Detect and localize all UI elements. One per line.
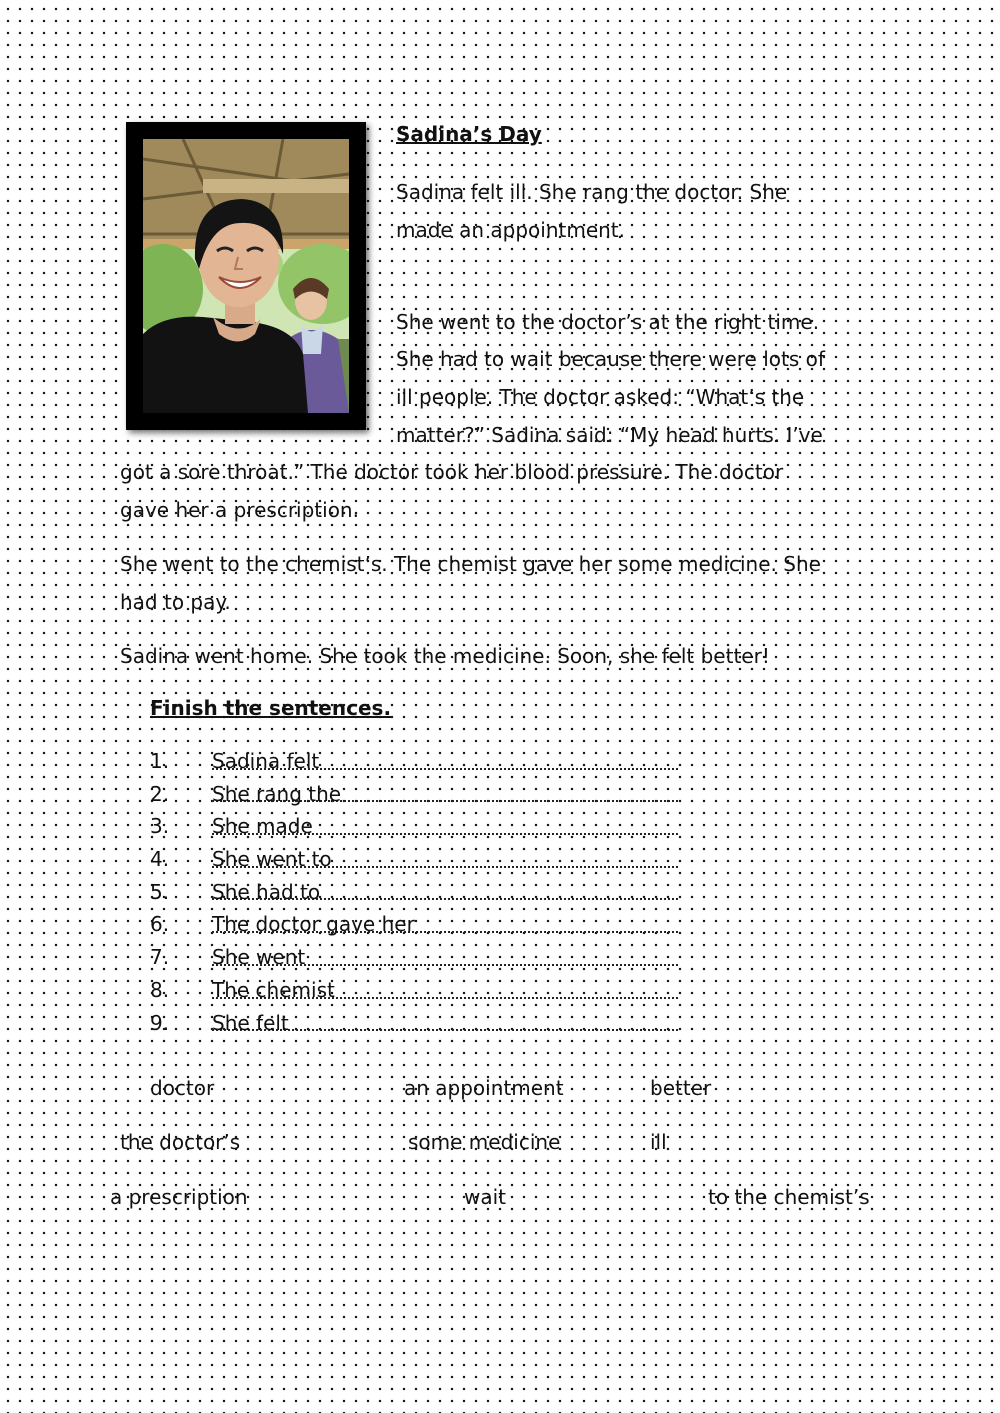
text-line: Sadina went home. She took the medicine. Soon, she felt better! (120, 644, 770, 668)
item-number: 9. (150, 1010, 170, 1035)
item-number: 3. (150, 814, 170, 839)
item-prompt: The chemist (212, 977, 335, 1002)
item-prompt: The doctor gave her (212, 912, 415, 937)
item-prompt: She made (212, 814, 313, 839)
word-bank-item: wait (464, 1185, 507, 1209)
exercise-item (150, 908, 678, 941)
answer-line[interactable] (212, 876, 678, 909)
word-bank-item: a prescription (110, 1185, 248, 1209)
item-number: 8. (150, 977, 170, 1002)
word-bank-item: ill (650, 1130, 667, 1154)
item-prompt: She went to (212, 847, 332, 872)
exercise-list (150, 745, 678, 1039)
answer-line[interactable] (212, 1007, 678, 1040)
text-line: matter?” Sadina said: “My head hurts. I’ve (396, 423, 823, 447)
answer-line[interactable] (212, 908, 678, 941)
word-bank-item: an appointment (404, 1076, 564, 1100)
text-line: She went to the doctor’s at the right time. (396, 310, 820, 334)
item-prompt: Sadina felt (212, 749, 320, 773)
text-line: gave her a prescription. (120, 498, 359, 522)
photo-frame (126, 122, 366, 430)
answer-line[interactable] (212, 974, 678, 1007)
item-prompt: She had to (212, 879, 321, 904)
worksheet-title: Sadina’s Day (396, 122, 542, 146)
answer-line[interactable] (212, 778, 678, 811)
text-line: She went to the chemist’s. The chemist gave her some medicine. She (120, 552, 821, 576)
text-line: got a sore throat.” The doctor took her blood pressure. The doctor (120, 460, 784, 484)
answer-line[interactable] (212, 745, 678, 778)
word-bank-item: better (650, 1076, 712, 1100)
word-bank-item: the doctor’s (120, 1130, 241, 1154)
text-line: had to pay. (120, 590, 231, 614)
text-line: She had to wait because there were lots of (396, 347, 825, 371)
exercise-item (150, 941, 678, 974)
answer-line[interactable] (212, 810, 678, 843)
word-bank-item: to the chemist’s (708, 1185, 870, 1209)
sadina-photo (143, 139, 349, 413)
exercise-item (150, 810, 678, 843)
exercise-item (150, 745, 678, 778)
exercise-item (150, 778, 678, 811)
item-number: 6. (150, 912, 170, 937)
item-number: 1. (150, 749, 170, 773)
item-number: 2. (150, 781, 170, 806)
word-bank-item: some medicine (408, 1130, 561, 1154)
item-number: 5. (150, 879, 170, 904)
text-line: Sadina felt ill. She rang the doctor. She (396, 180, 788, 204)
text-line: made an appointment. (396, 218, 626, 242)
item-prompt: She rang the (212, 781, 342, 806)
exercise-item (150, 876, 678, 909)
item-prompt: She went (212, 945, 306, 970)
exercise-item (150, 974, 678, 1007)
text-line: ill people. The doctor asked: “What’s the (396, 385, 805, 409)
answer-line[interactable] (212, 941, 678, 974)
item-prompt: She felt (212, 1010, 289, 1035)
exercise-item (150, 843, 678, 876)
exercise-item (150, 1007, 678, 1040)
word-bank-item: doctor (150, 1076, 215, 1100)
item-number: 4. (150, 847, 170, 872)
item-number: 7. (150, 945, 170, 970)
answer-line[interactable] (212, 843, 678, 876)
exercise-heading: Finish the sentences. (150, 696, 392, 720)
